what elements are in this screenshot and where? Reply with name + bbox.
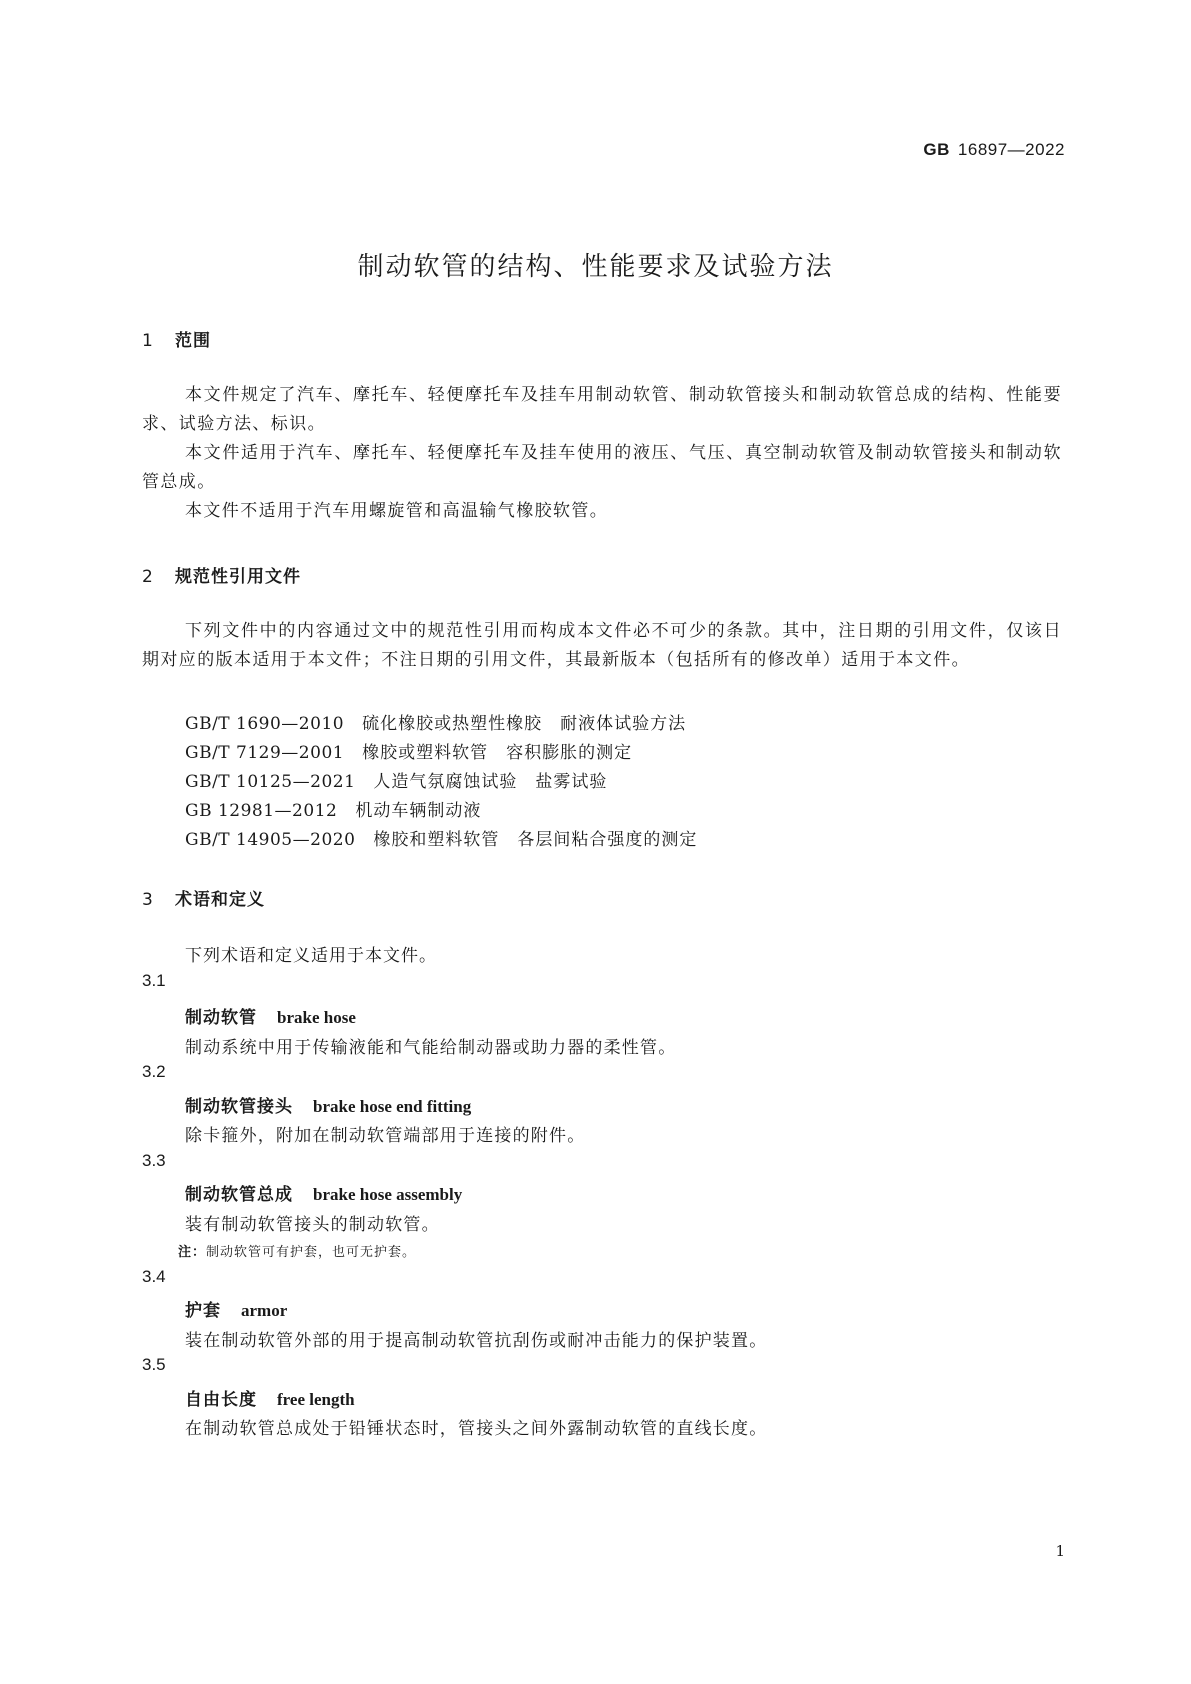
standard-prefix: GB [923,140,950,159]
term-definition: 除卡箍外，附加在制动软管端部用于连接的附件。 [185,1126,586,1146]
reference-item [185,796,481,821]
term-english: brake hose assembly [313,1185,463,1204]
section-1-paragraph-1: 本文件规定了汽车、摩托车、轻便摩托车及挂车用制动软管、制动软管接头和制动软管总成的结构、性能要求、试验方法、标识。 [142,385,1062,434]
term-chinese: 自由长度 [185,1390,257,1410]
term-english: free length [277,1390,355,1409]
section-2-paragraph-1: 下列文件中的内容通过文中的规范性引用而构成本文件必不可少的条款。其中，注日期的引用文件，仅该日期对应的版本适用于本文件；不注日期的引用文件，其最新版本（包括所有的修改单）适用于本文件。 [142,621,1062,670]
standard-code [923,140,1065,160]
term-english: brake hose [277,1008,356,1027]
section-title: 范围 [175,331,211,351]
section-title: 术语和定义 [175,890,265,910]
page-number: 1 [1055,1542,1065,1560]
document-title: 制动软管的结构、性能要求及试验方法 [357,252,834,282]
term-english: brake hose end fitting [313,1097,472,1116]
section-1-paragraph-3: 本文件不适用于汽车用螺旋管和高温输气橡胶软管。 [185,501,609,521]
section-1-paragraph-2: 本文件适用于汽车、摩托车、轻便摩托车及挂车使用的液压、气压、真空制动软管及制动软管接头和制动软管总成。 [142,443,1062,492]
note-label: 注： [178,1245,207,1260]
term-heading [185,1180,462,1205]
section-2-heading [142,562,301,587]
reference-item [185,738,632,763]
term-chinese: 制动软管接头 [185,1097,293,1117]
section-3-intro: 下列术语和定义适用于本文件。 [185,946,437,966]
term-number: 3.1 [142,971,166,990]
section-number: 3 [142,890,154,910]
reference-title: 橡胶和塑料软管 各层间粘合强度的测定 [373,830,698,850]
term-definition: 装有制动软管接头的制动软管。 [185,1215,440,1235]
term-chinese: 制动软管 [185,1008,257,1028]
term-note [178,1241,416,1260]
section-number: 1 [142,331,154,351]
term-number: 3.3 [142,1151,166,1170]
section-1-heading [142,326,211,351]
reference-title: 人造气氛腐蚀试验 盐雾试验 [373,772,608,792]
term-number: 3.2 [142,1062,166,1081]
section-number: 2 [142,567,154,587]
term-definition: 装在制动软管外部的用于提高制动软管抗刮伤或耐冲击能力的保护装置。 [185,1331,768,1351]
reference-title: 橡胶或塑料软管 容积膨胀的测定 [362,743,633,763]
reference-code: GB 12981—2012 [185,801,338,821]
section-title: 规范性引用文件 [175,567,301,587]
term-chinese: 护套 [185,1301,221,1321]
term-heading [185,1385,355,1410]
reference-code: GB/T 14905—2020 [185,830,356,850]
term-heading [185,1296,287,1321]
reference-item [185,709,686,734]
reference-title: 机动车辆制动液 [355,801,482,821]
term-number: 3.5 [142,1355,166,1374]
standard-number: 16897—2022 [957,140,1065,159]
term-number: 3.4 [142,1267,166,1286]
reference-title: 硫化橡胶或热塑性橡胶 耐液体试验方法 [362,714,687,734]
term-chinese: 制动软管总成 [185,1185,293,1205]
term-heading [185,1092,471,1117]
term-heading [185,1003,356,1028]
reference-code: GB/T 10125—2021 [185,772,356,792]
reference-code: GB/T 7129—2001 [185,743,345,763]
term-definition: 制动系统中用于传输液能和气能给制动器或助力器的柔性管。 [185,1038,677,1058]
reference-item [185,767,607,792]
note-text: 制动软管可有护套，也可无护套。 [206,1245,417,1260]
reference-code: GB/T 1690—2010 [185,714,345,734]
reference-item [185,825,697,850]
section-3-heading [142,885,265,910]
term-definition: 在制动软管总成处于铅锤状态时，管接头之间外露制动软管的直线长度。 [185,1419,768,1439]
term-english: armor [241,1301,288,1320]
